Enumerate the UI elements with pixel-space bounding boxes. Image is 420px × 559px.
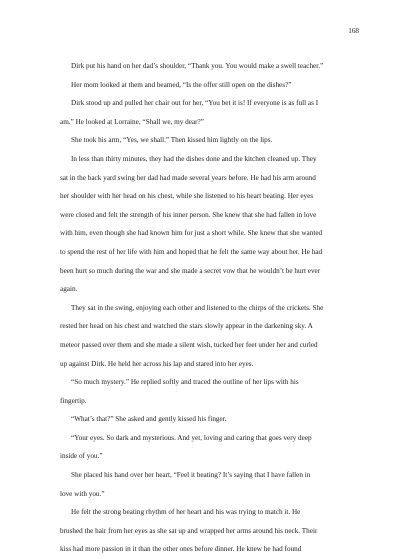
paragraph — [60, 373, 362, 410]
text-line: rested her head on his chest and watched the stars slowly appear in the darkening sky. A — [60, 322, 313, 331]
page-number: 168 — [348, 27, 359, 35]
text-line: up against Dirk. He held her across his lap and stared into her eyes. — [60, 359, 254, 368]
text-line: Dirk stood up and pulled her chair out for her, “You bet it is! If everyone is as full as I — [71, 99, 319, 108]
paragraph — [60, 410, 362, 429]
text-line: Her mom looked at them and beamed, “Is the offer still open on the dishes?” — [71, 80, 292, 89]
paragraph — [60, 76, 362, 95]
text-line: sat in the back yard swing her dad had made several years before. He had his arm around — [60, 173, 316, 182]
text-line: kiss had more passion in it than the other ones before dinner. He knew he had found — [60, 545, 302, 554]
text-line: “What’s that?” She asked and gently kissed his finger. — [71, 415, 227, 424]
text-line: am.” He looked at Lorraine, “Shall we, my dear?” — [60, 117, 204, 126]
paragraph — [60, 429, 362, 466]
text-line: brushed the hair from her eyes as she sat up and wrapped her arms around his neck. Their — [60, 526, 318, 535]
text-line: again. — [60, 285, 78, 294]
text-line: were closed and felt the strength of his inner person. She knew that she had fallen in love — [60, 210, 317, 219]
text-line: “So much mystery.” He replied softly and traced the outline of her lips with his — [71, 378, 299, 387]
text-line: to spend the rest of her life with him and hoped that he felt the same way about her. He had — [60, 247, 323, 256]
text-line: inside of you.” — [60, 452, 103, 461]
text-line: meteor passed over them and she made a silent wish, tucked her feet under her and curled — [60, 340, 318, 349]
text-line: Dirk put his hand on her dad’s shoulder, “Thank you. You would make a swell teacher.” — [71, 62, 324, 70]
text-line: love with you.” — [60, 489, 105, 498]
paragraph — [60, 150, 362, 299]
text-line: fingertip. — [60, 396, 87, 405]
text-line: “Your eyes. So dark and mysterious. And yet, loving and caring that goes very deep — [71, 433, 312, 442]
paragraph — [60, 94, 362, 131]
text-line: She took his arm, “Yes, we shall.” Then kissed him lightly on the lips. — [71, 136, 273, 145]
paragraph — [60, 131, 362, 150]
text-line: been hurt so much during the war and she made a secret vow that he wouldn’t be hurt ever — [60, 266, 321, 275]
body-text — [60, 57, 362, 559]
paragraph — [60, 466, 362, 503]
text-line: In less than thirty minutes, they had the dishes done and the kitchen cleaned up. They — [71, 154, 317, 163]
text-line: She placed his hand over her heart, “Feel it beating? It’s saying that I have fallen in — [71, 471, 311, 480]
text-line: He felt the strong beating rhythm of her heart and his was trying to match it. He — [71, 508, 301, 517]
paragraph — [60, 503, 362, 559]
text-line: They sat in the swing, enjoying each other and listened to the chirps of the crickets. She — [71, 303, 324, 312]
text-line: her shoulder with her head on his chest, while she listened to his heart beating. Her eyes — [60, 192, 314, 201]
paragraph — [60, 299, 362, 373]
text-line: with him, even though she had known him for just a short while. She knew that she wanted — [60, 229, 323, 238]
paragraph — [60, 57, 362, 76]
